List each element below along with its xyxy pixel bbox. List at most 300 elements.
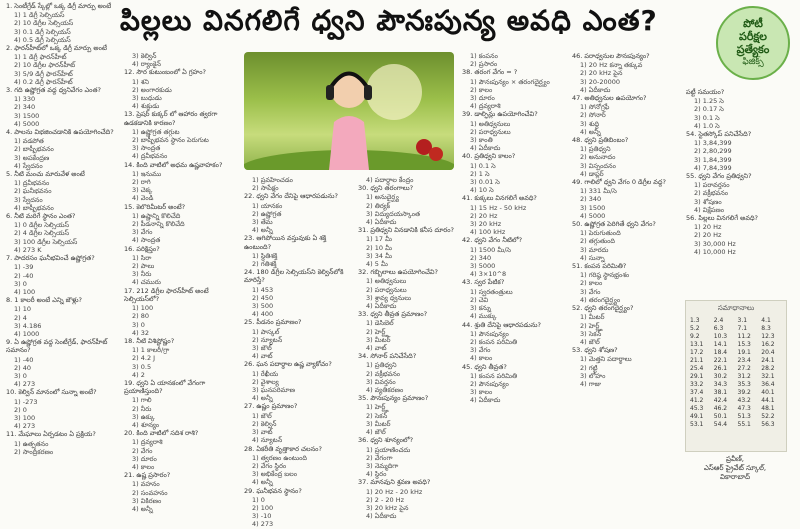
column-line: 1) హెర్ట్జ్ xyxy=(366,403,389,412)
column-line: 1) సోనోగ్రఫీ xyxy=(580,103,610,112)
column-line: 2) న్యూటన్ xyxy=(252,335,283,344)
column-line: 4) చమురు xyxy=(132,278,161,287)
column-line: 3) శ్రావ్య ధ్వనులు xyxy=(366,293,412,302)
column-line: 2) 40 xyxy=(14,363,32,372)
column-line: 4) శూన్యం xyxy=(132,420,160,429)
column-line: 4) 100 xyxy=(14,287,36,296)
column-line: 4) 273 xyxy=(252,520,274,529)
column-line: 37. మానవుని శ్రవణ అవధి? xyxy=(358,478,431,487)
column-line: 1) 17 మీ xyxy=(366,235,392,244)
column-line: 1) స్వరతంత్రులు xyxy=(470,287,513,296)
column-line: 1) ప్రతిధ్వని xyxy=(580,145,611,154)
column-line: 1) పౌనఃపున్యం xyxy=(470,329,509,338)
answer-cell: 44.1 xyxy=(761,397,775,404)
column-line: 4) కాలం xyxy=(132,462,155,471)
answer-cell: 13.1 xyxy=(690,341,704,348)
column-line: 1) 15 Hz - 50 kHz xyxy=(470,203,527,212)
column-line: 4) 1000 xyxy=(14,329,40,338)
column-line: 3) 5000 xyxy=(470,262,496,271)
column-line: 4) 1.0 సె xyxy=(694,121,720,130)
column-line: 55. ధ్వని వేగం ప్రతిధ్వని? xyxy=(686,172,752,181)
column-line: 1) 20 Hz కన్నా తక్కువ xyxy=(580,61,643,70)
column-line: 1) మెత్తని పదార్థాలు xyxy=(580,355,632,364)
column-line: 1) మీటర్ xyxy=(580,313,605,322)
column-line: 11. మేఘాలు ఏర్పడటం ఏ ప్రక్రియ? xyxy=(6,430,96,439)
column-line: 25. పీడనం ప్రమాణం? xyxy=(244,318,302,327)
answer-cell: 30.2 xyxy=(713,373,728,380)
column-line: 4) 5000 xyxy=(14,119,40,128)
answer-cell: 24.1 xyxy=(761,357,775,364)
column-line: 36. ధ్వని శూన్యంలో? xyxy=(358,436,414,445)
column-line: 1) 0 డిగ్రీల సెల్సియస్ xyxy=(14,221,70,230)
column-line: 2) 4 xyxy=(14,313,27,322)
column-line: 4) 7,84,399 xyxy=(694,163,732,172)
column-line: 2) చెవి xyxy=(470,295,489,304)
column-line: 41. కుక్కలు వినగలిగే అవధి? xyxy=(462,194,537,203)
column-line: 23. ఆగిపోయిన వస్తువుకు ఏ శక్తి ఉంటుంది? xyxy=(244,234,327,251)
column-line: 3) 100 డిగ్రీల సెల్సియస్ xyxy=(14,237,78,246)
column-6-lines xyxy=(572,52,678,388)
answer-cell: 46.2 xyxy=(713,405,728,412)
column-line: 13. ప్రెషర్ కుక్కర్ లో ఆహారం త్వరగా ఉడకడానికి కారణం? xyxy=(124,110,218,127)
photo-illustration xyxy=(244,52,454,170)
question-column-3 xyxy=(244,176,354,529)
column-line: 3) వేగం xyxy=(132,228,153,237)
column-line: 3) నెమ్మదిగా xyxy=(366,461,399,470)
answer-cell: 34.3 xyxy=(713,381,728,388)
column-line: 1) సిరా xyxy=(132,253,152,262)
column-line: 1) పెరుగుతుంది xyxy=(580,229,621,238)
column-line: 2) 20 Hz xyxy=(694,231,722,240)
column-line: 47. అతిధ్వనుల ఉపయోగం? xyxy=(572,94,647,103)
category-badge xyxy=(716,6,790,80)
answer-cell: 39.2 xyxy=(737,389,751,396)
answer-cell: 8.3 xyxy=(761,325,771,332)
column-line: 3) 4.186 xyxy=(14,321,42,330)
column-line: 1) 1 డిగ్రీ సెల్సియస్ xyxy=(14,11,65,20)
column-line: 2) 0.17 సె xyxy=(694,105,724,114)
column-line: 3. గది ఉష్ణోగ్రత వద్ద ధ్వనివేగం ఎంత? xyxy=(6,86,101,95)
column-line: 2) వేగం స్థిరం xyxy=(252,461,287,470)
column-line: 4) పదార్థాల కేంద్రం xyxy=(366,176,414,184)
column-line: 4) 10,000 Hz xyxy=(694,247,736,256)
column-line: 4) ఏదీకాదు xyxy=(366,302,397,311)
badge-line-4: ఫిజిక్స్ xyxy=(742,57,764,67)
answer-cell: 19.1 xyxy=(737,349,751,356)
column-line: 1) రేఖీయ xyxy=(252,369,279,378)
column-line: 4) ద్రవ్యరాశి xyxy=(470,102,501,111)
column-line: 4) తరంగదైర్ఘ్యం xyxy=(580,295,621,304)
column-line: 1) ద్రవీభవనం xyxy=(14,179,50,188)
column-line: 4) స్వేదనం xyxy=(14,161,43,170)
column-line: 2) కాలం xyxy=(470,85,493,94)
answers-heading: సమాధానాలు xyxy=(717,304,755,312)
column-line: 2) 10 మీ xyxy=(366,243,392,252)
column-line: 2) గతిశక్తి xyxy=(252,260,277,269)
answer-cell: 3.1 xyxy=(737,317,748,324)
column-line: 9. ఏ ఉష్ణోగ్రత వద్ద సెంటీగ్రేడ్, ఫారన్‌హీట్ సమానం? xyxy=(6,338,108,355)
column-line: 3) శుద్ధి xyxy=(580,119,600,128)
column-line: 2) -40 xyxy=(14,271,34,280)
headphone-left xyxy=(326,85,334,100)
column-line: 3) 0.1 డిగ్రీ సెల్సియస్ xyxy=(14,27,71,36)
answer-cell: 18.4 xyxy=(713,349,728,356)
column-line: 2) 2 - 20 Hz xyxy=(366,495,404,504)
column-line: 3) మారదు xyxy=(580,245,609,254)
column-line: 3) కన్ను xyxy=(470,304,491,313)
column-line: 32. గబ్బిలాలు ఉపయోగించేవి? xyxy=(358,268,438,277)
column-line: 2) 450 xyxy=(252,293,274,302)
sun-glow xyxy=(366,64,422,120)
column-line: 10. కెల్విన్ మానంలో సున్నా అంటే? xyxy=(6,388,97,397)
answer-cell: 20.4 xyxy=(761,349,775,356)
column-line: 3) సెకన్ xyxy=(580,329,602,338)
column-line: 4) 273 xyxy=(14,422,36,431)
column-line: 2) 2,80,299 xyxy=(694,147,732,156)
column-line: 2) బాష్పీభవనం xyxy=(14,145,54,154)
column-line: 4) సాంద్రత xyxy=(132,236,161,245)
column-line: 14. కింది వాటిలో అధమ ఉష్ణవాహకం? xyxy=(124,160,223,169)
column-line: 3) 0.01 సె xyxy=(470,178,500,187)
column-line: 2) 340 xyxy=(580,195,602,204)
column-7-lines xyxy=(686,88,792,256)
column-line: 45. ధ్వని తీవ్రత? xyxy=(462,362,507,371)
column-line: 2) పౌనఃపున్యం xyxy=(470,379,509,388)
column-line: 1) జౌల్ xyxy=(252,411,272,420)
column-line: 30. ధ్వని తరంగాలు? xyxy=(358,184,414,193)
answer-cell: 29.1 xyxy=(690,373,704,380)
question-column-7 xyxy=(686,88,792,256)
column-line: 3) దూరం xyxy=(470,94,495,103)
column-line: 4) ఏదీకాదు xyxy=(366,218,397,227)
column-line: 2) 20 Hz xyxy=(470,211,498,220)
column-line: 3) -10 xyxy=(252,512,272,521)
column-line: 1) 20 Hz - 20 kHz xyxy=(366,487,423,496)
answer-cell: 43.2 xyxy=(737,397,751,404)
column-line: 4) జౌల్ xyxy=(580,337,600,346)
column-line: 1) 1 కాలరీ/గ్రా xyxy=(132,346,170,355)
question-column-1 xyxy=(6,2,118,456)
column-line: 7. పాదరసం ఘనీభవించే ఉష్ణోగ్రత? xyxy=(6,254,95,263)
column-line: 35. పౌనఃపున్యం ప్రమాణం? xyxy=(358,394,429,403)
column-3-lines xyxy=(244,176,354,529)
column-line: 1) పౌనఃపున్యం × తరంగదైర్ఘ్యం xyxy=(470,77,550,86)
column-line: 2) బాష్పీభవన స్థానం పెరుగుట xyxy=(132,136,209,145)
column-line: 1) వహనం xyxy=(132,480,160,489)
column-line: 3) అభికేంద్ర బలం xyxy=(252,470,298,479)
column-line: 2) నీరు xyxy=(132,404,152,413)
column-line: 1) ఉష్ణోగ్రత తగ్గుట xyxy=(132,127,180,136)
column-line: 2) సాపేక్షం xyxy=(252,184,279,193)
answer-cell: 22.1 xyxy=(713,357,728,364)
column-line: 3) సాంద్రత xyxy=(132,144,161,153)
column-line: 2) 0 xyxy=(14,405,27,414)
column-line: 1) త్వరణం ఉంటుంది xyxy=(252,453,307,462)
column-line: 3) 1500 xyxy=(14,111,40,120)
column-line: 2) గట్టి xyxy=(580,363,598,372)
column-line: 3) 0 xyxy=(14,279,27,288)
column-line: 2) సెకన్ xyxy=(366,411,388,420)
column-line: 26. ఘన పదార్థాల ఉష్ణ వ్యాకోచం? xyxy=(244,360,332,369)
column-line: 33. ధ్వని తీవ్రత ప్రమాణం? xyxy=(358,310,428,319)
column-line: 3) 20 kHz పైన xyxy=(366,503,409,512)
column-line: 1) అతిధ్వనులు xyxy=(366,277,407,286)
answer-cell: 56.3 xyxy=(761,421,775,428)
column-line: 21. ఉష్ణ ప్రసారం? xyxy=(124,471,171,480)
column-line: 3) మీటర్ xyxy=(366,335,391,344)
column-line: 8. 1 కాలరీ అంటే ఎన్ని జౌళ్లు? xyxy=(6,296,82,305)
column-line: 1) -39 xyxy=(14,263,34,272)
answer-cell: 32.1 xyxy=(761,373,775,380)
column-line: 4) 273 xyxy=(14,380,36,389)
answer-cell: 45.3 xyxy=(690,405,704,412)
column-line: 2) పాలు xyxy=(132,262,155,271)
column-line: 3) 30,000 Hz xyxy=(694,239,736,248)
column-line: 49. గాలిలో ధ్వని వేగం 0 డిగ్రీల వద్ద? xyxy=(572,178,666,187)
column-line: 3) 0.1 సె xyxy=(694,113,720,122)
column-line: 1) గరిష్ఠ స్థానభ్రంశం xyxy=(580,271,630,280)
column-line: 2) ఉష్ణోగ్రత xyxy=(252,209,282,218)
column-line: 2) హెర్ట్జ్ xyxy=(580,321,603,330)
column-line: 4) బాష్పీభవనం xyxy=(14,203,54,212)
answer-cell: 38.1 xyxy=(713,389,728,396)
column-line: 2) అనునాదం xyxy=(580,153,616,162)
column-line: 53. ధ్వని శోషణ? xyxy=(572,346,618,355)
column-line: 4) న్యూటన్ xyxy=(252,436,283,445)
column-line: 38. తరంగ వేగం = ? xyxy=(462,68,518,77)
column-line: 1) 10 xyxy=(14,305,32,314)
column-line: 4) వాట్ xyxy=(252,352,273,361)
question-column-5 xyxy=(462,52,566,405)
column-line: 2) తిర్యక్ xyxy=(366,201,391,210)
column-line: 2) 340 xyxy=(470,253,492,262)
column-line: 4) 0.2 డిగ్రీ ఫారన్‌హీట్ xyxy=(14,77,73,86)
column-line: 5. నీటి మంచు మారువేళ అంటే xyxy=(6,170,85,179)
column-line: 1) 0 xyxy=(252,495,265,504)
column-line: 1) 1500 మీ/సె xyxy=(470,245,511,254)
column-line: 4) విక్షేపణం xyxy=(694,205,725,214)
answer-cell: 31.2 xyxy=(737,373,751,380)
badge-line-3: ప్రత్యేకం xyxy=(736,43,770,56)
answer-cell: 12.3 xyxy=(761,333,775,340)
column-line: 3) స్వేదనం xyxy=(14,195,43,204)
column-line: 4) అన్నీ xyxy=(132,504,153,513)
column-line: 1) ఇనుము xyxy=(132,169,162,178)
column-line: 3) ఉక్కు xyxy=(132,412,155,421)
column-line: 46. పరాధ్వనుల పౌనఃపున్యం? xyxy=(572,52,650,60)
column-line: 2) కాలం xyxy=(580,279,603,288)
badge-line-1: పోటీ xyxy=(743,17,763,30)
column-line: 1) శని xyxy=(132,77,149,86)
answer-cell: 27.2 xyxy=(737,365,751,372)
column-line: 4) 2 xyxy=(132,370,145,379)
column-line: 2) తగ్గుతుంది xyxy=(580,237,616,246)
column-line: 4) కాలం xyxy=(470,354,493,363)
column-line: 4) వాట్ xyxy=(366,344,387,353)
column-line: 1) కంపనం xyxy=(470,52,498,60)
answer-cell: 52.2 xyxy=(761,413,775,420)
column-line: 4) అన్నీ xyxy=(580,127,601,136)
answer-cell: 15.3 xyxy=(737,341,751,348)
column-line: 6. నీటి మరిగే స్థానం ఎంత? xyxy=(6,212,76,221)
page-title: పిల్లలు వినగలిగే ధ్వని పౌనఃపున్య అవధి ఎంత? xyxy=(120,4,658,37)
answer-cell: 55.1 xyxy=(737,421,751,428)
column-line: 1. సెంటీగ్రేడ్ స్కేల్లో ఒక్క డిగ్రీ మార్పు అంటే xyxy=(6,2,112,10)
column-line: 4) 3×10^8 xyxy=(470,270,507,279)
column-line: 3) 5/9 డిగ్రీ ఫారన్‌హీట్ xyxy=(14,69,73,78)
column-line: 4) ద్రవీభవనం xyxy=(132,152,168,161)
column-line: 1) యానకం xyxy=(252,201,283,210)
answer-cell: 14.1 xyxy=(713,341,728,348)
answer-cell: 51.3 xyxy=(737,413,751,420)
column-line: 52. ధ్వని తరంగదైర్ఘ్యం? xyxy=(572,304,634,313)
answer-cell: 10.3 xyxy=(713,333,728,340)
column-line: 22. ధ్వని వేగం దేనిపై ఆధారపడును? xyxy=(244,192,338,201)
column-line: 3) 100 xyxy=(14,413,36,422)
column-line: 3) కాంతి xyxy=(470,136,493,145)
column-line: 1) పరావర్తనం xyxy=(694,181,730,190)
answer-cell: 37.4 xyxy=(690,389,704,396)
column-line: 3) 20-20000 xyxy=(580,77,621,86)
column-line: 2) 1 సె xyxy=(470,169,490,178)
column-line: 1) డెసిబెల్ xyxy=(366,319,394,328)
column-line: 2) పరాధ్వనులు xyxy=(366,285,407,294)
column-line: 4) ఏదీకాదు xyxy=(470,396,501,405)
author-name: ప్రవీణ్, xyxy=(726,455,744,463)
column-line: 4) గాజు xyxy=(580,379,602,388)
column-line: 3) 500 xyxy=(252,302,274,311)
column-line: 3) 1,84,399 xyxy=(694,155,732,164)
column-line: 1) 331 మీ/సె xyxy=(580,187,617,196)
answers-grid xyxy=(686,314,786,431)
answer-cell: 17.2 xyxy=(690,349,704,356)
column-5-lines xyxy=(462,52,566,405)
column-line: 1) 0.1 సె xyxy=(470,161,496,170)
column-line: 3) 0 xyxy=(14,371,27,380)
column-line: 1) గాలి xyxy=(132,396,152,405)
column-line: 4) ముక్కు xyxy=(470,312,497,321)
column-line: 1) ప్రవహించడం xyxy=(252,176,293,184)
column-line: 4) 5 మీ xyxy=(366,260,388,269)
column-line: 4) స్థిరం xyxy=(366,470,387,479)
column-line: 1) 3,84,399 xyxy=(694,139,732,148)
column-line: 4) ఏదీకాదు xyxy=(470,144,501,153)
column-line: 2) హెర్ట్జ్ xyxy=(366,327,389,336)
column-line: 4) వ్యతికరణం xyxy=(366,386,404,395)
column-line: 3) 0.5 xyxy=(132,362,152,371)
column-line: 3) 1500 xyxy=(580,203,606,212)
apple-2 xyxy=(429,147,443,161)
column-line: 2) కంపన పరిమితి xyxy=(470,337,518,346)
answers-box xyxy=(685,300,787,452)
answer-cell: 2.4 xyxy=(713,317,724,324)
column-line: 1) ఉత్పతనం xyxy=(14,439,49,448)
author-school: ఎస్‌ఆర్ ప్రైవేట్ స్కూల్, xyxy=(703,464,767,472)
column-line: 4) 400 xyxy=(252,310,274,319)
column-line: 1) కంపన పరిమితి xyxy=(470,371,518,380)
answer-cell: 48.1 xyxy=(761,405,775,412)
answer-cell: 33.2 xyxy=(690,381,704,388)
answer-cell: 47.3 xyxy=(737,405,751,412)
column-line: 3) 34 మీ xyxy=(366,251,392,260)
column-line: 1) 100 xyxy=(132,304,154,313)
column-line: 3) దూరం xyxy=(132,454,157,463)
column-line: 2) 100 xyxy=(252,503,274,512)
answer-cell: 35.3 xyxy=(737,381,751,388)
column-line: 2) వేగంగా xyxy=(366,453,393,462)
column-line: 54. స్టెతస్కోప్ పనిచేసేది? xyxy=(686,130,752,139)
column-line: 3) 0 xyxy=(132,320,145,329)
column-line: 4) 0.5 డిగ్రీ సెల్సియస్ xyxy=(14,35,71,44)
column-line: 2) సాంద్రీకరణం xyxy=(14,447,54,456)
column-line: 4) జౌల్ xyxy=(366,428,386,437)
column-line: 2) వైశాల్య xyxy=(252,377,279,386)
column-line: 2) వక్రీభవనం xyxy=(694,189,729,198)
column-line: 3) నీరు xyxy=(132,270,152,279)
answer-cell: 5.2 xyxy=(690,325,700,332)
answer-cell: 4.1 xyxy=(761,317,771,324)
column-line: 2) సోనార్ xyxy=(580,111,606,120)
column-line: 2) 80 xyxy=(132,312,150,321)
column-line: 3) వికిరణం xyxy=(132,496,162,505)
column-line: 2) పీడనాన్ని కొలిచేది xyxy=(132,220,185,229)
column-line: 50. ఉష్ణోగ్రత పెరిగితే ధ్వని వేగం? xyxy=(572,220,656,229)
answer-cell: 11.2 xyxy=(737,333,751,340)
column-line: 2) వక్రీభవనం xyxy=(366,369,401,378)
column-line: 15. కెలొరిమీటర్ అంటే? xyxy=(124,202,186,211)
column-line: 3) చెక్క xyxy=(132,186,153,195)
answer-cell: 53.1 xyxy=(690,421,704,428)
column-line: 2) పరాధ్వనులు xyxy=(470,127,511,136)
column-line: 4) డాప్లర్ xyxy=(580,169,604,178)
column-line: 4) శుక్రుడు xyxy=(132,102,160,111)
column-line: 3) వివర్తనం xyxy=(366,377,396,386)
column-line: 18. నీటి విశిష్టోష్ణం? xyxy=(124,336,175,345)
column-line: 3) వేగం xyxy=(580,287,601,296)
column-line: 1) ప్రతిధ్వని xyxy=(366,361,397,370)
answer-cell: 6.3 xyxy=(713,325,724,332)
column-line: 2) కెల్విన్ xyxy=(252,419,277,428)
answer-cell: 9.2 xyxy=(690,333,700,340)
column-line: 2) 340 xyxy=(14,103,36,112)
answer-cell: 21.1 xyxy=(690,357,704,364)
column-line: 3) జౌల్ xyxy=(252,344,272,353)
column-line: 4) 10 సె xyxy=(470,186,494,195)
column-line: 1) 20 Hz xyxy=(694,223,722,232)
column-line: 3) 20 kHz xyxy=(470,220,502,229)
answer-cell: 28.2 xyxy=(761,365,775,372)
column-line: 39. డాల్ఫిన్లు ఉపయోగించేవి? xyxy=(462,110,538,119)
column-line: 3) కాలం xyxy=(470,388,493,397)
column-line: 3) తేమ xyxy=(252,218,273,227)
column-line: 20. కింది వాటిలో సదిశ రాశి? xyxy=(124,429,199,438)
column-line: 3) అపకేంద్రణ xyxy=(14,153,50,162)
column-line: 2) 4 డిగ్రీల సెల్సియస్ xyxy=(14,229,70,238)
column-line: 42. ధ్వని వేగం నీటిలో? xyxy=(462,236,523,245)
column-line: 3) శోషణం xyxy=(694,197,722,206)
column-line: 12. సౌర కుటుంబంలో ఏ గ్రహం? xyxy=(124,68,206,77)
column-line: 4) ఏదీకాదు xyxy=(366,512,397,521)
author-credit xyxy=(685,455,785,482)
headphones-child-photo xyxy=(244,52,454,170)
column-line: 40. ప్రతిధ్వని కాలం? xyxy=(462,152,516,161)
column-line: 1) 1 డిగ్రీ ఫారన్‌హీట్ xyxy=(14,53,67,62)
answer-cell: 40.1 xyxy=(761,389,775,396)
headphone-right xyxy=(364,85,372,100)
column-line: 1) ఉష్ణాన్ని కొలిచేది xyxy=(132,211,181,220)
column-line: 44. శ్రుతి దేనిపై ఆధారపడును? xyxy=(462,320,541,329)
column-line: 1) -273 xyxy=(14,397,38,406)
